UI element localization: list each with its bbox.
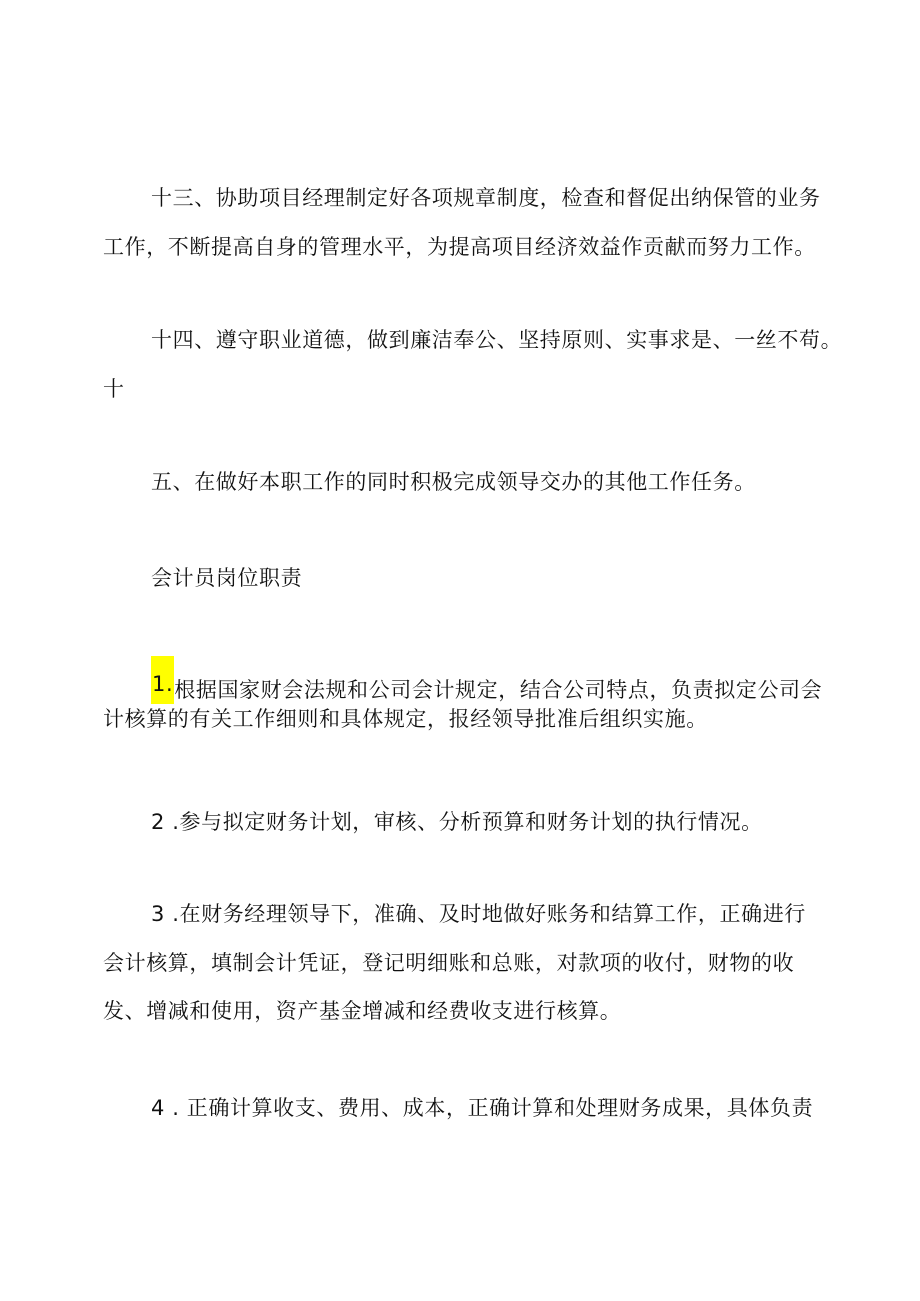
item-1-line-2: 计核算的有关工作细则和具体规定，报经领导批准后组织实施。 (103, 707, 708, 731)
item-1-text: 根据国家财会法规和公司会计规定，结合公司特点，负责拟定公司会 (174, 678, 823, 702)
item-1-line-1 (151, 656, 822, 704)
item-4-line-1: 4 . 正确计算收支、费用、成本，正确计算和处理财务成果，具体负责 (151, 1096, 814, 1120)
item-3-line-3: 发、增减和使用，资产基金增减和经费收支进行核算。 (103, 999, 622, 1023)
paragraph-13-line-1: 十三、协助项目经理制定好各项规章制度，检查和督促出纳保管的业务 (151, 186, 821, 210)
paragraph-14-line-2: 十 (103, 377, 125, 401)
paragraph-15-line-1: 五、在做好本职工作的同时积极完成领导交办的其他工作任务。 (151, 470, 756, 494)
item-2-line-1: 2 .参与拟定财务计划，审核、分析预算和财务计划的执行情况。 (151, 810, 763, 834)
item-3-line-2: 会计核算，填制会计凭证，登记明细账和总账，对款项的收付，财物的收 (103, 951, 795, 975)
paragraph-14-line-1: 十四、遵守职业道德，做到廉洁奉公、坚持原则、实事求是、一丝不苟。 (151, 328, 843, 352)
paragraph-13-line-2: 工作，不断提高自身的管理水平，为提高项目经济效益作贡献而努力工作。 (103, 235, 816, 259)
item-3-line-1: 3 .在财务经理领导下，准确、及时地做好账务和结算工作，正确进行 (151, 902, 806, 926)
section-heading: 会计员岗位职责 (151, 566, 303, 590)
item-1-marker-highlight: 1. (151, 656, 174, 704)
